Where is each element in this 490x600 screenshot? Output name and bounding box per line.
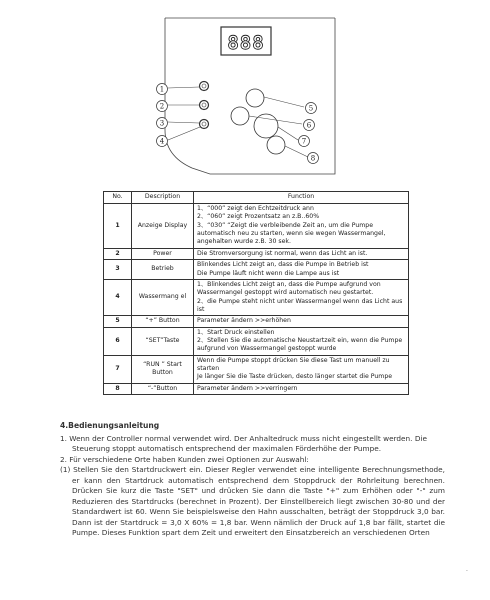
minus-button-shape — [267, 136, 285, 154]
paragraph-3: (1) Stellen Sie den Startdruckwert ein. Dieser Regler verwendet eine intelligente Berechnungsmethode, er kann den Startdruck automatisch entsprechend dem Stoppdruck der Rohrleitung berechnen. Drücken Sie kurz die Taste "SET" und drücken Sie dann die Taste "+" zum Erhöhen oder "-" zum Reduzieren des Startdrucks (berechnet in Prozent). Der Einstellbereich liegt zwischen 30-80 und der Standardwert ist 60. Wenn Sie beispielsweise den Hahn ausschalten, beträgt der Stoppdruck 3,0 bar. Dann ist der Startdruck = 3,0 X 60% = 1,8 bar. Wenn nämlich der Druck auf 1,8 bar fällt, startet die Pumpe. Dieses Funktion spart dem Zeit und erweitert den Einsatzbereich an verschiedenen Orten — [60, 465, 445, 537]
led-display-digits: 888 — [227, 32, 265, 54]
function-line: 1、Blinkendes Licht zeigt an, dass die Pumpe aufgrund von Wassermangel gestoppt wird automatisch neu gestartet. — [197, 280, 381, 297]
row-function — [194, 383, 409, 394]
row-no: 2 — [104, 248, 132, 259]
function-table — [103, 191, 409, 395]
control-buttons — [231, 89, 285, 154]
operating-instructions — [60, 421, 445, 539]
callout-1: 1 — [159, 85, 165, 94]
row-no: 7 — [104, 355, 132, 383]
set-button-shape — [231, 107, 249, 125]
table-row — [104, 327, 409, 355]
function-line: 1、“000” zeigt den Echtzeitdruck ann — [197, 205, 314, 212]
row-description: “-”Button — [132, 383, 194, 394]
row-no: 5 — [104, 316, 132, 327]
table-row — [104, 248, 409, 259]
row-no: 8 — [104, 383, 132, 394]
row-function — [194, 260, 409, 280]
function-line: Die Stromversorgung ist normal, wenn das Licht an ist. — [197, 249, 368, 257]
row-description: “SET”Taste — [132, 327, 194, 355]
function-line: Parameter ändern >>erhöhen — [197, 317, 291, 325]
function-line: 2、die Pumpe steht nicht unter Wassermangel wenn das Licht aus ist — [197, 297, 403, 313]
header-function: Function — [194, 192, 409, 204]
paragraph-1-continued: Steuerung stoppt automatisch entsprechend der maximalen Förderhöhe der Pumpe. — [72, 444, 382, 453]
row-no: 1 — [104, 204, 132, 249]
row-description: Anzeige Display — [132, 204, 194, 249]
function-line: Parameter ändern >>verringern — [197, 384, 298, 392]
header-description: Description — [132, 192, 194, 204]
callout-8: 8 — [310, 154, 316, 163]
function-line: 2、Stellen Sie die automatische Neustartzeit ein, wenn die Pumpe aufgrund von Wassermangel gestoppt wurde — [197, 337, 403, 353]
function-line: 2、“060” zeigt Prozentsatz an z.B..60% — [197, 213, 320, 221]
row-no: 6 — [104, 327, 132, 355]
row-function — [194, 327, 409, 355]
power-lamp — [200, 82, 209, 91]
table-row — [104, 316, 409, 327]
callouts-right — [299, 103, 319, 164]
callout-5: 5 — [308, 104, 314, 113]
row-description: “+” Button — [132, 316, 194, 327]
function-line: Wenn die Pumpe stoppt drücken Sie diese Tast um manuell zu starten — [197, 356, 390, 373]
row-description: Power — [132, 248, 194, 259]
callout-2: 2 — [159, 102, 165, 111]
row-no: 4 — [104, 279, 132, 315]
row-function — [194, 355, 409, 383]
callout-4: 4 — [159, 137, 165, 146]
footer-mark: . — [466, 566, 468, 573]
paragraph-2: 2. Für verschiedene Orte haben Kunden zwei Optionen zur Auswahl: — [60, 454, 309, 464]
table-row — [104, 204, 409, 249]
indicator-lamps — [200, 82, 209, 129]
function-line: Je länger Sie die Taste drücken, desto länger startet die Pumpe — [197, 373, 393, 381]
run-lamp — [200, 101, 209, 110]
function-line: 1、Start Druck einstellen — [197, 328, 275, 336]
header-no: No. — [104, 192, 132, 204]
row-description: Wassermang el — [132, 279, 194, 315]
section-heading: 4.Bedienungsanleitung — [60, 421, 160, 430]
row-function — [194, 279, 409, 315]
controller-panel-diagram — [0, 0, 490, 185]
plus-button-shape — [246, 89, 264, 107]
table-row — [104, 355, 409, 383]
row-function — [194, 316, 409, 327]
callout-7: 7 — [301, 137, 307, 146]
table-row — [104, 279, 409, 315]
table-header-row — [104, 192, 409, 204]
callout-3: 3 — [159, 119, 165, 128]
callouts-left — [157, 84, 168, 147]
table-row — [104, 260, 409, 280]
callout-6: 6 — [306, 121, 312, 130]
row-no: 3 — [104, 260, 132, 280]
function-line: 3、“030” “Zeigt die verbleibende Zeit an, um die Pumpe automatisch neu zu starten, wenn sie wegen Wassermangel, angehalten wurde z.B. 30 sek. — [197, 221, 386, 246]
table-row — [104, 383, 409, 394]
water-shortage-lamp — [200, 120, 209, 129]
row-function — [194, 204, 409, 249]
row-description: Betrieb — [132, 260, 194, 280]
function-line: Die Pumpe läuft nicht wenn die Lampe aus ist — [197, 269, 340, 277]
paragraph-1: 1. Wenn der Controller normal verwendet wird. Der Anhaltedruck muss nicht eingestellt werden. Die — [60, 433, 427, 443]
row-function — [194, 248, 409, 259]
function-line: Blinkendes Licht zeigt an, dass die Pumpe in Betrieb ist — [197, 261, 369, 269]
row-description: “RUN ” Start Button — [132, 355, 194, 383]
